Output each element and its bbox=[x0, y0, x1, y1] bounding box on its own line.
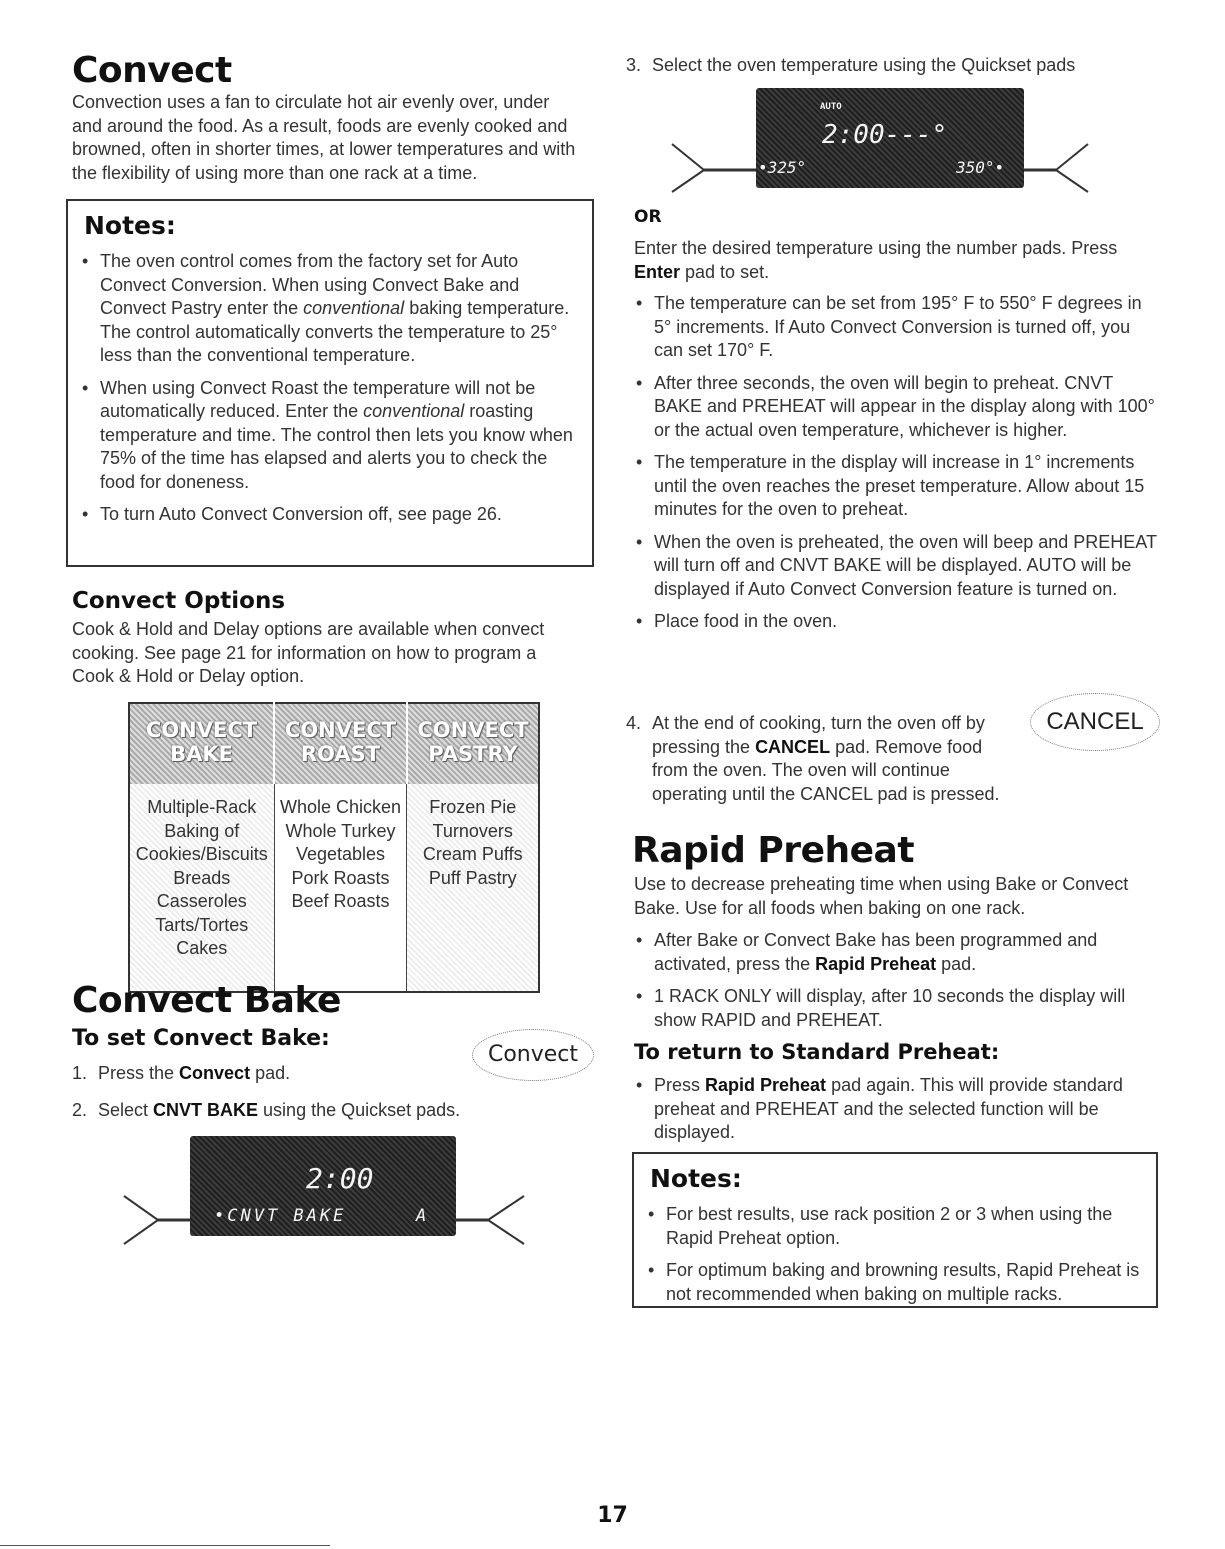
convect-options-text: Cook & Hold and Delay options are available when convect cooking. See page 21 for information on how to program a Cook & Hold or Delay option. bbox=[72, 619, 545, 686]
bullet-item: • Place food in the oven. bbox=[634, 610, 1158, 634]
step-3: 3. Select the oven temperature using the Quickset pads bbox=[626, 55, 1076, 75]
note-item: • For optimum baking and browning results, Rapid Preheat is not recommended when baking on multiple racks. bbox=[646, 1259, 1140, 1306]
or-label: OR bbox=[634, 207, 662, 227]
notes-list bbox=[646, 1203, 1140, 1306]
convect-intro: Convection uses a fan to circulate hot air evenly over, under and around the food. As a result, foods are evenly cooked and browned, often in shorter times, at lower temperatures and with the flexibility of using more than one rack at a time. bbox=[72, 92, 576, 183]
display-time: 2:00 bbox=[306, 1162, 374, 1195]
note-item: • When using Convect Roast the temperature will not be automatically reduced. Enter the conventional roasting temperature and time. The control then lets you know when 75% of the time has elapsed and alerts you to check the food for doneness. bbox=[80, 377, 576, 495]
page-number: 17 bbox=[597, 1503, 628, 1528]
footer-rule bbox=[0, 1545, 330, 1546]
convect-bake-heading: Convect Bake bbox=[72, 980, 341, 1021]
bullet-item: • Press Rapid Preheat pad again. This will provide standard preheat and PREHEAT and the selected function will be displayed. bbox=[634, 1074, 1154, 1145]
display-temp-right: 350°• bbox=[956, 158, 1005, 177]
note-item: • The oven control comes from the factory set for Auto Convect Conversion. When using Convect Bake and Convect Pastry enter the conventional baking temperature. The control automatically converts the temperature to 25° less than the conventional temperature. bbox=[80, 250, 576, 368]
notes-box-right bbox=[632, 1152, 1158, 1308]
step-1: 1. Press the Convect pad. bbox=[72, 1063, 291, 1083]
roast-foods: Whole Chicken Whole Turkey Vegetables Pork Roasts Beef Roasts bbox=[274, 784, 407, 992]
header-convect-bake: CONVECT BAKE bbox=[129, 703, 274, 784]
header-convect-roast: CONVECT ROAST bbox=[274, 703, 407, 784]
return-standard-heading: To return to Standard Preheat: bbox=[634, 1040, 1000, 1064]
convect-bake-steps bbox=[72, 1062, 542, 1122]
note-item: • To turn Auto Convect Conversion off, see page 26. bbox=[80, 503, 576, 527]
convect-heading: Convect bbox=[72, 50, 232, 91]
display-mode: •CNVT BAKE bbox=[214, 1206, 347, 1226]
bullet-item: • When the oven is preheated, the oven will beep and PREHEAT will turn off and CNVT BAKE will be displayed. AUTO will be displayed if Auto Convect Conversion feature is turned on. bbox=[634, 531, 1158, 602]
rapid-preheat-intro: Use to decrease preheating time when using Bake or Convect Bake. Use for all foods when baking on one rack. bbox=[634, 874, 1129, 918]
oven-display-cnvt-bake bbox=[190, 1136, 456, 1236]
bullet-item: • After Bake or Convect Bake has been programmed and activated, press the Rapid Preheat pad. bbox=[634, 929, 1154, 976]
bullet-item: • 1 RACK ONLY will display, after 10 seconds the display will show RAPID and PREHEAT. bbox=[634, 985, 1154, 1032]
display-auto: AUTO bbox=[820, 102, 842, 112]
bullet-item: • The temperature in the display will increase in 1° increments until the oven reaches the preset temperature. Allow about 15 minutes for the oven to preheat. bbox=[634, 451, 1158, 522]
display-time: 2:00---° bbox=[822, 120, 948, 150]
convect-options-heading: Convect Options bbox=[72, 588, 286, 614]
step-4: 4. At the end of cooking, turn the oven off by pressing the CANCEL pad. Remove food from the oven. The oven will continue operating until the CANCEL pad is pressed. bbox=[626, 713, 1000, 804]
step-2: 2. Select CNVT BAKE using the Quickset pads. bbox=[72, 1099, 461, 1120]
bullet-item: • After three seconds, the oven will begin to preheat. CNVT BAKE and PREHEAT will appear in the display along with 100° or the actual oven temperature, whichever is higher. bbox=[634, 372, 1158, 443]
return-standard-bullets bbox=[634, 1074, 1154, 1154]
enter-temperature-text: Enter the desired temperature using the number pads. Press Enter pad to set. bbox=[634, 238, 1118, 282]
oven-display-temperature bbox=[756, 88, 1024, 188]
preheat-bullets bbox=[634, 292, 1158, 643]
notes-list bbox=[80, 250, 576, 527]
rapid-preheat-heading: Rapid Preheat bbox=[632, 830, 915, 871]
step-3-list bbox=[626, 54, 1156, 78]
pastry-foods: Frozen Pie Turnovers Cream Puffs Puff Pastry bbox=[407, 784, 539, 992]
display-temp-left: •325° bbox=[758, 158, 807, 177]
set-convect-bake-heading: To set Convect Bake: bbox=[72, 1026, 330, 1051]
convect-pad-button[interactable]: Convect bbox=[472, 1029, 594, 1081]
display-indicator: A bbox=[416, 1206, 427, 1226]
cancel-pad-button[interactable]: CANCEL bbox=[1030, 693, 1160, 751]
notes-title: Notes: bbox=[650, 1164, 742, 1193]
rapid-preheat-bullets bbox=[634, 929, 1154, 1041]
note-item: • For best results, use rack position 2 or 3 when using the Rapid Preheat option. bbox=[646, 1203, 1140, 1250]
header-convect-pastry: CONVECT PASTRY bbox=[407, 703, 539, 784]
step-4-list bbox=[626, 712, 1016, 806]
notes-box-left bbox=[66, 199, 594, 567]
notes-title: Notes: bbox=[84, 211, 176, 240]
bake-foods: Multiple-Rack Baking of Cookies/Biscuits Breads Casseroles Tarts/Tortes Cakes bbox=[129, 784, 274, 992]
convect-options-table bbox=[128, 702, 540, 993]
bullet-item: • The temperature can be set from 195° F to 550° F degrees in 5° increments. If Auto Convect Conversion is turned off, you can set 170° F. bbox=[634, 292, 1158, 363]
